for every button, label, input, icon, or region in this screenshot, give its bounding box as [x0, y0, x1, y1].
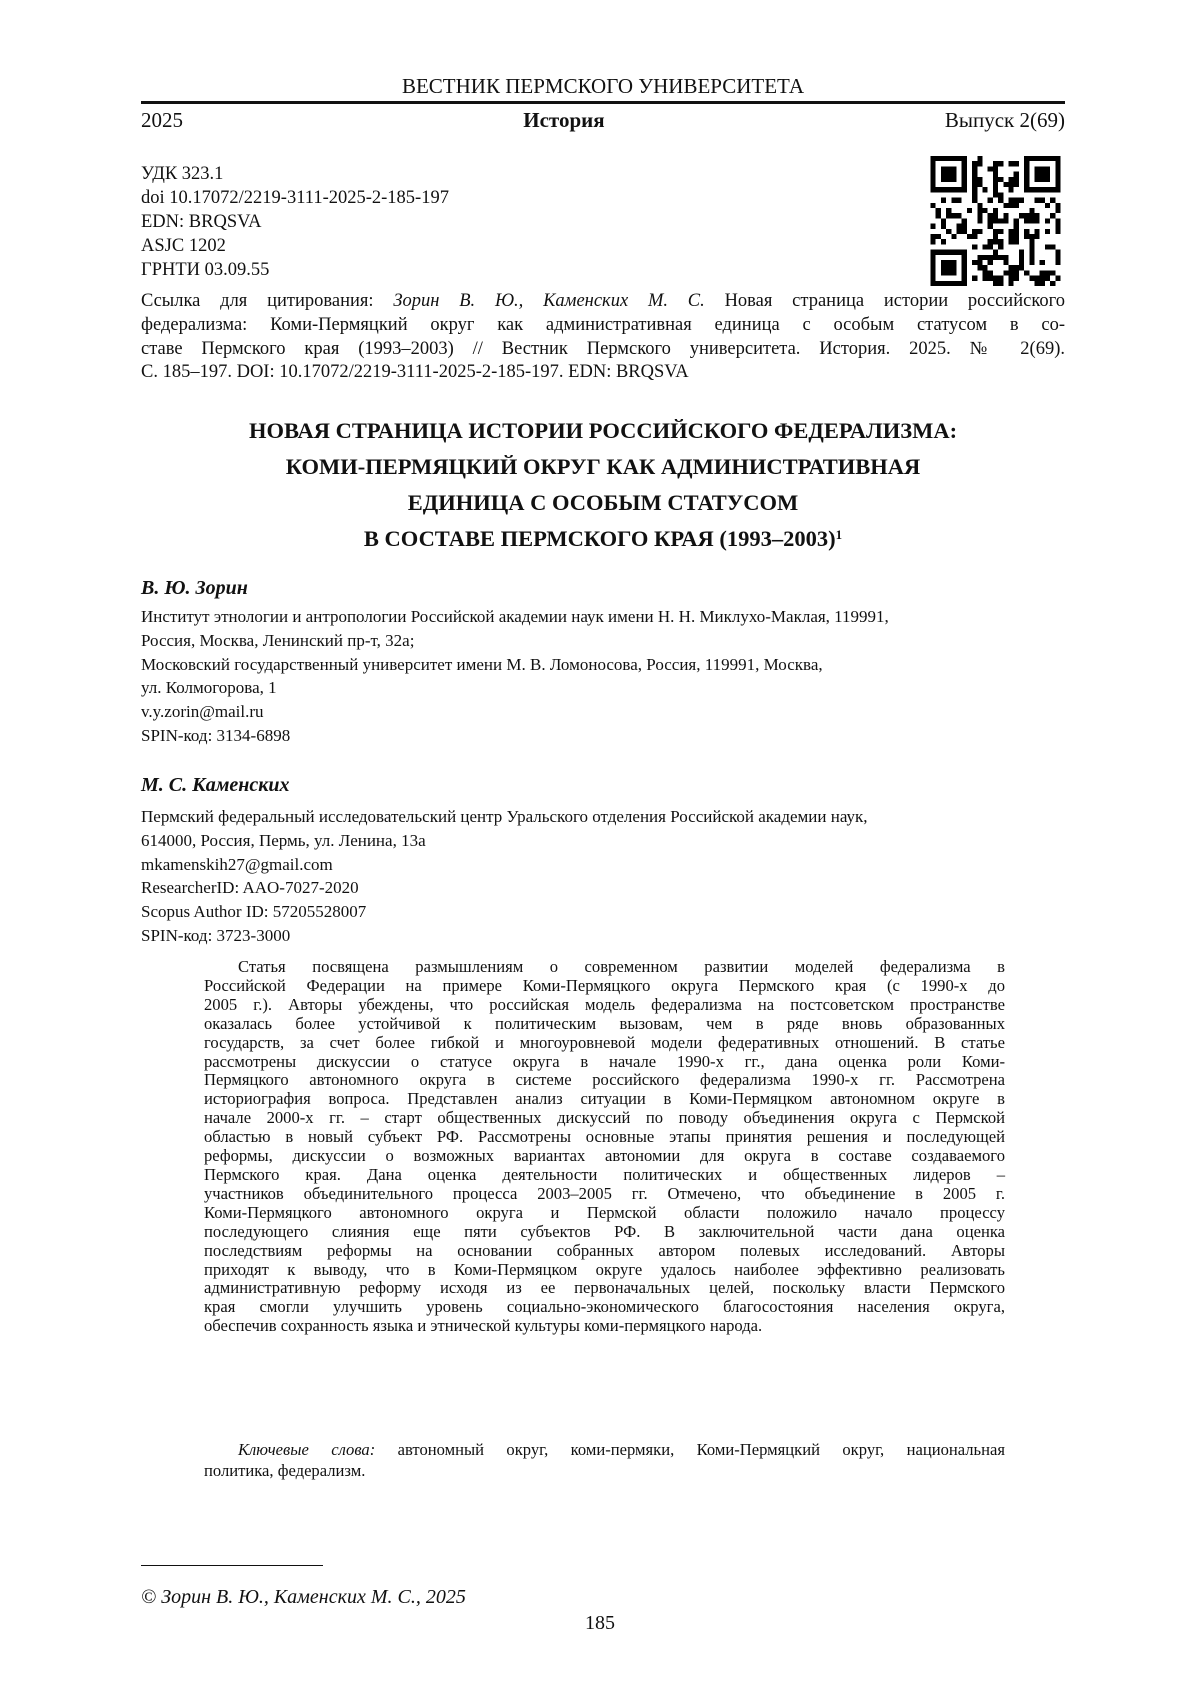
title-line: В СОСТАВЕ ПЕРМСКОГО КРАЯ (1993–2003): [363, 526, 836, 551]
abstract-line: административную реформу исходя из ее первоначальных целей, поскольку власти Пермского: [204, 1278, 1005, 1298]
keywords: [204, 1440, 1005, 1481]
page-number: 185: [585, 1612, 615, 1634]
title-line: ЕДИНИЦА С ОСОБЫМ СТАТУСОМ: [407, 490, 799, 515]
citation-block: [141, 290, 1065, 385]
qr-code: [928, 156, 1063, 286]
edn: EDN: BRQSVA: [141, 212, 262, 232]
author-researcher-id: ResearcherID: AAO-7027-2020: [141, 878, 359, 898]
abstract-line: 2005 г.). Авторы убеждены, что российская модель федерализма на постсоветском пространстве: [204, 994, 1005, 1014]
author-affiliation: [141, 805, 868, 948]
abstract-line: Пермяцкого автономного округа в системе российского федерализма 1990-х гг. Рассмотрена: [204, 1070, 1005, 1090]
abstract-line: оказалась более устойчивой к политическим вызовам, чем в ряде вновь образованных: [204, 1013, 1005, 1033]
abstract-line: края смогли улучшить уровень социально-экономического благосостояния населения округа,: [204, 1297, 1005, 1317]
abstract-line: Коми-Пермяцкого автономного округа и Пермской области положило начало процессу: [204, 1202, 1005, 1222]
affiliation-line: Московский государственный университет имени М. В. Ломоносова, Россия, 119991, Москва,: [141, 654, 823, 674]
issue-number: Выпуск 2(69): [944, 108, 1065, 132]
issue-year: 2025: [141, 108, 183, 132]
abstract-line: обеспечив сохранность языка и этнической культуры коми-пермяцкого народа.: [204, 1316, 763, 1336]
citation-text: Новая страница истории российского: [704, 291, 1065, 311]
issue-row: [141, 106, 1065, 134]
affiliation-line: Институт этнологии и антропологии Российской академии наук имени Н. Н. Миклухо-Маклая, 119991,: [141, 607, 889, 626]
affiliation-line: 614000, Россия, Пермь, ул. Ленина, 13а: [141, 830, 426, 850]
abstract-line: рассмотрены дискуссии о статусе округа в начале 1990-х гг., дана оценка роли Коми-: [204, 1051, 1005, 1071]
abstract-line: начале 2000-х гг. – старт общественных дискуссий по поводу объединения округа с Пермской: [204, 1108, 1005, 1128]
author-name: В. Ю. Зорин: [141, 577, 248, 599]
keywords-label: Ключевые слова:: [238, 1440, 376, 1459]
grnti: ГРНТИ 03.09.55: [141, 260, 270, 280]
title-line: КОМИ-ПЕРМЯЦКИЙ ОКРУГ КАК АДМИНИСТРАТИВНАЯ: [285, 454, 921, 479]
journal-title: ВЕСТНИК ПЕРМСКОГО УНИВЕРСИТЕТА: [401, 74, 805, 98]
author-name: М. С. Каменских: [141, 774, 290, 796]
abstract: [204, 958, 1005, 1336]
citation-line: федерализма: Коми-Пермяцкий округ как административная единица с особым статусом в со-: [141, 314, 1065, 335]
citation-line: С. 185–197. DOI: 10.17072/2219-3111-2025-2-185-197. EDN: BRQSVA: [141, 362, 689, 383]
article-title: [141, 413, 1065, 557]
abstract-line: реформы, дискуссии о возможных вариантах автономии для округа в составе создаваемого: [204, 1146, 1005, 1166]
abstract-line: Статья посвящена размышлениям о современном развитии моделей федерализма в: [238, 957, 1005, 976]
abstract-line: историография вопроса. Представлен анализ ситуации в Коми-Пермяцком автономном округе в: [204, 1089, 1005, 1109]
title-line: НОВАЯ СТРАНИЦА ИСТОРИИ РОССИЙСКОГО ФЕДЕРАЛИЗМА:: [248, 418, 958, 443]
keywords-list: политика, федерализм.: [204, 1460, 366, 1480]
author-affiliation: [141, 605, 889, 748]
header-rule: [141, 101, 1065, 104]
affiliation-line: ул. Колмогорова, 1: [141, 678, 277, 698]
abstract-line: Пермского края. Дана оценка деятельности политических и общественных лидеров –: [204, 1164, 1005, 1184]
asjc: ASJC 1202: [141, 236, 226, 256]
article-metadata: [141, 162, 449, 282]
affiliation-line: Пермский федеральный исследовательский центр Уральского отделения Российской академии наук,: [141, 807, 868, 826]
abstract-line: государств, за счет более гибкой и многоуровневой модели федеративных отношений. В статье: [204, 1032, 1005, 1052]
affiliation-line: Россия, Москва, Ленинский пр-т, 32а;: [141, 630, 415, 650]
abstract-line: последующего слияния еще пяти субъектов РФ. В заключительной части дана оценка: [204, 1221, 1005, 1241]
citation-label: Ссылка для цитирования:: [141, 291, 394, 311]
author-spin: SPIN-код: 3134-6898: [141, 725, 291, 745]
abstract-line: участников объединительного процесса 2003–2005 гг. Отмечено, что объединение в 2005 г.: [204, 1183, 1005, 1203]
abstract-line: Российской Федерации на примере Коми-Пермяцкого округа Пермского края (с 1990-х до: [204, 975, 1005, 995]
keywords-list: автономный округ, коми-пермяки, Коми-Пермяцкий округ, национальная: [375, 1440, 1006, 1459]
footnote-rule: [141, 1565, 323, 1566]
abstract-line: приходят к выводу, что в Коми-Пермяцком округе удалось наиболее эффективно реализовать: [204, 1259, 1005, 1279]
udc: УДК 323.1: [141, 164, 224, 184]
author-scopus-id: Scopus Author ID: 57205528007: [141, 902, 367, 922]
abstract-line: последствиям реформы на основании собранных автором полевых исследований. Авторы: [204, 1240, 1005, 1260]
abstract-line: областью в новый субъект РФ. Рассмотрены основные этапы принятия решения и последующей: [204, 1127, 1005, 1147]
author-email: v.y.zorin@mail.ru: [141, 702, 264, 722]
author-spin: SPIN-код: 3723-3000: [141, 925, 291, 945]
copyright: © Зорин В. Ю., Каменских М. С., 2025: [141, 1586, 466, 1608]
footnote-mark: 1: [835, 527, 843, 542]
citation-line: ставе Пермского края (1993–2003) // Вестник Пермского университета. История. 2025. № 2(69).: [141, 338, 1065, 359]
section-name: История: [523, 108, 605, 132]
doi: doi 10.17072/2219-3111-2025-2-185-197: [141, 188, 449, 208]
author-email: mkamenskih27@gmail.com: [141, 854, 333, 874]
citation-authors: Зорин В. Ю., Каменских М. С.: [393, 291, 705, 311]
